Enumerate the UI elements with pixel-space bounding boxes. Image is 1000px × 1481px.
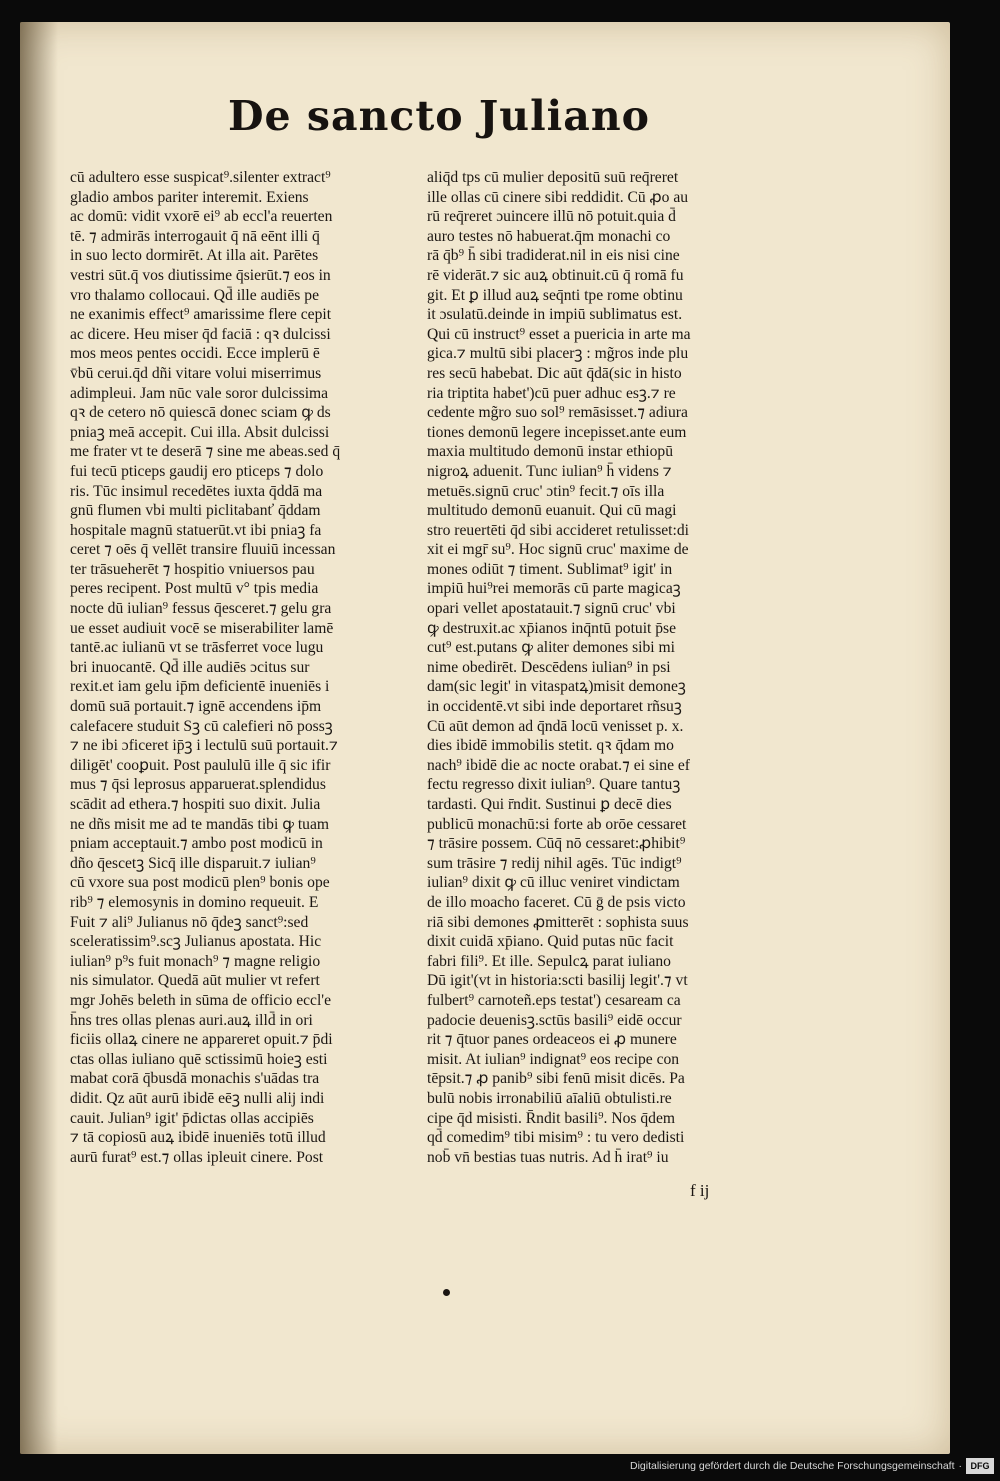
text-line: Cū aūt demon ad q̄ndā locū venisset p. x. bbox=[427, 717, 684, 735]
page-dot-mark bbox=[443, 1289, 450, 1296]
text-line: bulū nobis irronabiliū aīaliū obtulisti.re bbox=[427, 1089, 672, 1107]
text-line: Qui cū instruct⁹ esset a puericia in arte ma bbox=[427, 325, 691, 343]
dfg-logo: DFG bbox=[966, 1458, 994, 1474]
text-line: ficiis ollaꝝ cinere ne appareret opuit.⁊ p̄di bbox=[70, 1031, 333, 1049]
text-line: mgr Johēs beleth in sūma de officio eccl'e bbox=[70, 991, 332, 1009]
text-line: hospitale magnū statuerūt.vt ibi pniaꝫ fa bbox=[70, 521, 322, 539]
text-line: fabri fili⁹. Et ille. Sepulcꝝ parat iuliano bbox=[427, 952, 671, 970]
text-line: nach⁹ ibidē die ac nocte orabat.⁊ ei sine ef bbox=[427, 756, 690, 774]
text-line: dam(sic legit' in vitaspatꝝ)misit demoneꝫ bbox=[427, 678, 686, 696]
text-line: rit ⁊ q̄tuor panes ordeaceos ei ꝓ munere bbox=[427, 1031, 677, 1049]
text-line: mabat corā q̄busdā monachis s'uādas tra bbox=[70, 1070, 320, 1088]
text-line: multitudo demonū euanuit. Qui cū magi bbox=[427, 502, 677, 520]
text-column-right bbox=[427, 168, 757, 1167]
text-line: tiones demonū legere incepisset.ante eum bbox=[427, 423, 687, 441]
text-line: peres recipent. Post multū v° tpis media bbox=[70, 580, 319, 598]
text-line: ue esset audiuit vocē se miserabiliter lamē bbox=[70, 619, 334, 637]
running-head: De sancto Juliano bbox=[228, 92, 650, 140]
footer-separator: · bbox=[958, 1460, 962, 1472]
text-line: ne dñs misit me ad te mandās tibi ꝙ tuam bbox=[70, 815, 330, 833]
text-line: sceleratissim⁹.scꝫ Julianus apostata. Hic bbox=[70, 933, 322, 951]
text-line: stro reuertēti q̄d sibi accideret retulisset:di bbox=[427, 521, 689, 539]
text-line: ne exanimis effect⁹ amarissime flere cepit bbox=[70, 306, 332, 324]
text-line: Fuit ⁊ ali⁹ Julianus nō q̄deꝫ sanct⁹:sed bbox=[70, 913, 309, 931]
text-line: nigroꝝ aduenit. Tunc iulian⁹ h̄ videns ⁊ bbox=[427, 462, 672, 480]
text-line: pniam acceptauit.⁊ ambo post modicū in bbox=[70, 835, 323, 853]
text-line: tēpsit.⁊ ꝓ panib⁹ sibi fenū misit dicēs. Pa bbox=[427, 1070, 685, 1088]
text-line: rā q̄b⁹ h̄ sibi tradiderat.nil in eis nisi cine bbox=[427, 247, 680, 265]
text-line: v̄bū cerui.q̄d dñi vitare volui miserrimus bbox=[70, 364, 322, 382]
text-line: iulian⁹ dixit ꝙ cū illuc veniret vindictam bbox=[427, 874, 680, 892]
text-line: gnū flumen vbi multi piclitabanť q̄ddam bbox=[70, 502, 321, 520]
text-line: tē. ⁊ admirās interrogauit q̄ nā eēnt illi q̄ bbox=[70, 227, 320, 245]
text-line: diligēt' cooꝑuit. Post paululū ille q̄ sic ifir bbox=[70, 756, 331, 774]
text-line: opari vellet apostatauit.⁊ signū cruc' vbi bbox=[427, 600, 676, 618]
text-line: Dū igit'(vt in historia:scti basilij legit'.⁊ vt bbox=[427, 972, 688, 990]
text-line: rē viderāt.⁊ sic auꝝ obtinuit.cū q̄ romā fu bbox=[427, 266, 684, 284]
text-line: cū adultero esse suspicat⁹.silenter extract⁹ bbox=[70, 169, 331, 186]
text-line: sum trāsire ⁊ redij nihil agēs. Tūc indigt⁹ bbox=[427, 854, 682, 872]
text-line: adimpleui. Jam nūc vale soror dulcissima bbox=[70, 384, 329, 402]
text-column-left bbox=[70, 168, 410, 1167]
text-line: ctas ollas iuliano quē sctissimū hoieꝫ esti bbox=[70, 1050, 328, 1068]
digitization-footer bbox=[630, 1456, 994, 1476]
text-line: mones odiūt ⁊ timent. Sublimat⁹ igit' in bbox=[427, 560, 673, 578]
text-line: ter trāsueherēt ⁊ hospitio vniuersos pau bbox=[70, 560, 315, 578]
text-line: de illo moacho faceret. Cū ḡ de psis victo bbox=[427, 893, 686, 911]
text-line: fui tecū pticeps gaudij ero pticeps ⁊ dolo bbox=[70, 462, 324, 480]
text-line: me frater vt te deserā ⁊ sine me abeas.sed q̄ bbox=[70, 443, 341, 461]
text-line: scādit ad ethera.⁊ hospiti suo dixit. Julia bbox=[70, 796, 321, 813]
text-line: cipe q̄d misisti. R̄ndit basili⁹. Nos q̄dem bbox=[427, 1109, 676, 1127]
text-line: maxia multitudo demonū instar ethiopū bbox=[427, 443, 673, 461]
text-line: res secū habebat. Dic aūt q̄dā(sic in histo bbox=[427, 364, 682, 382]
text-line: tantē.ac iulianū vt se trāsferret voce lugu bbox=[70, 639, 324, 657]
text-line: cū vxore sua post modicū plen⁹ bonis ope bbox=[70, 874, 330, 892]
text-line: ille ollas cū cinere sibi reddidit. Cū ꝓo au bbox=[427, 188, 689, 206]
text-line: it ɔsulatū.deinde in impiū sublimatus est. bbox=[427, 306, 683, 324]
text-line: fectu regresso dixit iulian⁹. Quare tantuꝫ bbox=[427, 776, 681, 794]
text-line: bri inuocantē. Qd̄ ille audiēs ɔcitus sur bbox=[70, 658, 310, 676]
text-line: padocie deuenisꝫ.sctūs basili⁹ eidē occur bbox=[427, 1011, 682, 1029]
text-line: nocte dū iulian⁹ fessus q̄esceret.⁊ gelu gra bbox=[70, 600, 332, 618]
text-line: in occidentē.vt sibi inde deportaret rñsuꝫ bbox=[427, 698, 682, 716]
text-line: ria triptita habet')cū puer adhuc esꝫ.⁊ re bbox=[427, 384, 676, 402]
text-line: mos meos pentes occidi. Ecce implerū ē bbox=[70, 345, 320, 363]
text-line: rib⁹ ⁊ elemosynis in domino requeuit. E bbox=[70, 893, 319, 911]
text-line: nob̄ vn̄ bestias tuas nutris. Ad h̄ irat⁹ iu bbox=[427, 1148, 669, 1166]
text-line: fulbert⁹ carnoteñ.eps testat') cesaream ca bbox=[427, 991, 681, 1009]
text-line: ac domū: vidit vxorē ei⁹ ab eccl'a reuerten bbox=[70, 208, 333, 226]
text-line: h̄ns tres ollas plenas auri.auꝝ illd̄ in ori bbox=[70, 1011, 313, 1029]
text-line: iulian⁹ p⁹s fuit monach⁹ ⁊ magne religio bbox=[70, 952, 321, 970]
text-line: tardasti. Qui r̄ndit. Sustinui ꝑ decē dies bbox=[427, 796, 672, 813]
signature-mark: f ij bbox=[690, 1181, 710, 1200]
text-line: calefacere studuit Sꝫ cū calefieri nō possꝫ bbox=[70, 717, 333, 735]
text-line: pniaꝫ meā accepit. Cui illa. Absit dulcissi bbox=[70, 423, 330, 441]
text-line: nime obedirēt. Descēdens iulian⁹ in psi bbox=[427, 658, 671, 676]
text-line: dies ibidē immobilis stetit. qꝛ q̄dam mo bbox=[427, 737, 674, 755]
text-line: didit. Qz aūt aurū ibidē eēꝫ nulli alij indi bbox=[70, 1089, 325, 1107]
text-line: impiū hui⁹rei memorās cū parte magicaꝫ bbox=[427, 580, 681, 598]
text-line: git. Et ꝑ illud auꝝ seq̄nti tpe rome obtinu bbox=[427, 286, 683, 304]
text-line: cauit. Julian⁹ igit' p̄dictas ollas accipiēs bbox=[70, 1109, 314, 1127]
text-line: aliq̄d tps cū mulier depositū suū req̄reret bbox=[427, 169, 679, 186]
text-line: ⁊ ne ibi ɔficeret ip̄ꝫ i lectulū suū portauit.⁊ bbox=[70, 737, 338, 755]
text-line: ꝙ destruxit.ac xp̄ianos inq̄ntū potuit p̄se bbox=[427, 619, 677, 637]
text-line: domū suā portauit.⁊ ignē accendens ip̄m bbox=[70, 698, 322, 716]
text-line: vestri sūt.q̄ vos diutissime q̄sierūt.⁊ eos in bbox=[70, 266, 331, 284]
page-gutter-shadow bbox=[20, 22, 58, 1454]
footer-credit: Digitalisierung gefördert durch die Deutsche Forschungsgemeinschaft bbox=[629, 1460, 955, 1472]
text-line: rū req̄reret ɔuincere illū nō potuit.quia d̄ bbox=[427, 208, 676, 226]
text-line: cut⁹ est.putans ꝙ aliter demones sibi mi bbox=[427, 639, 675, 657]
text-line: ris. Tūc insimul recedētes iuxta q̄ddā ma bbox=[70, 482, 323, 500]
text-line: ⁊ trāsire possem. Cūq̄ nō cessaret:ꝓhibit⁹ bbox=[427, 835, 686, 853]
text-line: gica.⁊ multū sibi placerꝫ : mg̃ros inde plu bbox=[427, 345, 689, 363]
text-line: in suo lecto dormirēt. At illa ait. Parētes bbox=[70, 247, 319, 265]
text-line: ⁊ tā copiosū auꝝ ibidē inueniēs totū illud bbox=[70, 1129, 326, 1147]
text-line: xit ei mgr̄ su⁹. Hoc signū cruc' maxime de bbox=[427, 541, 689, 559]
text-line: rexit.et iam gelu ip̄m deficientē inueniēs i bbox=[70, 678, 330, 696]
text-line: dixit cuidā xp̄iano. Quid putas nūc facit bbox=[427, 933, 674, 951]
text-line: misit. At iulian⁹ indignat⁹ eos recipe con bbox=[427, 1050, 680, 1068]
text-line: qd̄ comedim⁹ tibi misim⁹ : tu vero dedisti bbox=[427, 1129, 685, 1147]
text-line: aurū furat⁹ est.⁊ ollas ipleuit cinere. Post bbox=[70, 1148, 324, 1166]
text-line: auro testes nō habuerat.q̄m monachi co bbox=[427, 227, 671, 245]
text-line: cedente mg̃ro suo sol⁹ remāsisset.⁊ adiura bbox=[427, 404, 688, 422]
text-line: metuēs.signū cruc' ɔtin⁹ fecit.⁊ oīs illa bbox=[427, 482, 665, 500]
text-line: nis simulator. Quedā aūt mulier vt refert bbox=[70, 972, 320, 990]
text-line: mus ⁊ q̄si leprosus apparuerat.splendidus bbox=[70, 776, 326, 794]
text-line: riā sibi demones ꝓmitterēt : sophista suus bbox=[427, 913, 689, 931]
text-line: ac dicere. Heu miser q̄d faciā : qꝛ dulcissi bbox=[70, 325, 331, 343]
text-line: ceret ⁊ oēs q̄ vellēt transire fluuiū incessan bbox=[70, 541, 336, 559]
text-line: dño q̄escetꝫ Sicq̄ ille disparuit.⁊ iulian⁹ bbox=[70, 854, 316, 872]
text-line: gladio ambos pariter interemit. Exiens bbox=[70, 188, 309, 206]
text-line: qꝛ de cetero nō quiescā donec sciam ꝙ ds bbox=[70, 404, 331, 422]
text-line: publicū monachū:si forte ab orōe cessaret bbox=[427, 815, 687, 833]
text-line: vro thalamo collocaui. Qd̄ ille audiēs pe bbox=[70, 286, 319, 304]
